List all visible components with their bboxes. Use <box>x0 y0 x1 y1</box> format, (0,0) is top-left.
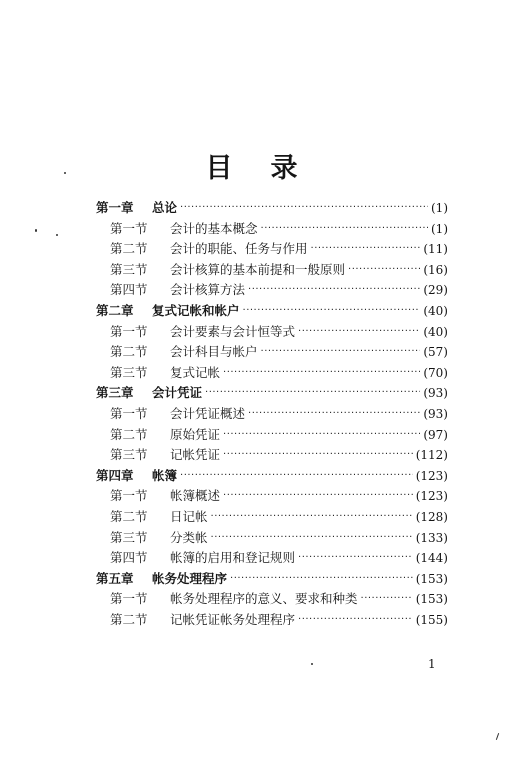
chapter-number: 第二章 <box>96 303 134 318</box>
page-reference: (40) <box>423 324 448 339</box>
leader-dots <box>223 486 413 506</box>
section-title: 会计科目与帐户 <box>170 344 258 360</box>
section-number: 第一节 <box>110 591 148 607</box>
section-number: 第一节 <box>110 488 148 504</box>
section-number: 第三节 <box>110 529 148 545</box>
section-number: 第二节 <box>110 426 148 442</box>
leader-dots <box>230 569 413 589</box>
chapter-title: 复式记帐和帐户 <box>152 303 240 318</box>
title-char-left: 目 <box>205 153 235 184</box>
toc-section-entry <box>110 507 448 527</box>
leader-dots <box>211 507 413 527</box>
page-reference: (123) <box>415 468 448 483</box>
leader-dots <box>180 198 428 218</box>
page-reference: (144) <box>415 551 448 566</box>
section-title: 日记帐 <box>170 509 208 524</box>
toc-section-entry <box>110 219 448 239</box>
toc-chapter-entry <box>96 466 448 486</box>
title-char-right: 录 <box>270 153 300 184</box>
section-number: 第一节 <box>110 220 148 236</box>
page-reference: (70) <box>423 365 448 380</box>
section-title: 记帐凭证帐务处理程序 <box>170 612 296 627</box>
section-number: 第四节 <box>110 282 148 298</box>
toc-section-entry <box>110 425 448 445</box>
toc-chapter-entry <box>96 301 448 321</box>
page-reference: (128) <box>415 510 448 524</box>
section-title: 会计的基本概念 <box>170 220 258 236</box>
page-title <box>0 146 505 185</box>
leader-dots <box>261 342 421 362</box>
leader-dots <box>223 445 413 465</box>
toc-chapter-entry <box>96 383 448 403</box>
leader-dots <box>298 610 413 630</box>
scan-speck <box>56 234 58 236</box>
section-title: 记帐凭证 <box>170 447 221 463</box>
page-reference: (123) <box>415 489 448 504</box>
chapter-number: 第五章 <box>96 570 134 586</box>
toc-section-entry <box>110 342 448 362</box>
page-reference: (93) <box>423 386 448 401</box>
section-title: 会计的职能、任务与作用 <box>170 241 308 257</box>
page-reference: (40) <box>423 304 448 318</box>
page-reference: (1) <box>431 201 448 215</box>
page-reference: (1) <box>431 221 448 236</box>
section-title: 会计凭证概述 <box>170 406 246 421</box>
chapter-number: 第四章 <box>96 467 134 483</box>
section-number: 第二节 <box>110 241 148 257</box>
toc-section-entry <box>110 589 448 609</box>
leader-dots <box>311 239 421 259</box>
toc-section-entry <box>110 322 448 342</box>
chapter-title: 帐簿 <box>152 467 178 483</box>
section-number: 第一节 <box>110 323 148 339</box>
leader-dots <box>243 301 421 321</box>
page-reference: (153) <box>415 571 448 586</box>
leader-dots <box>223 425 420 445</box>
toc-section-entry <box>110 610 448 630</box>
section-number: 第三节 <box>110 447 148 463</box>
leader-dots <box>348 260 420 280</box>
page-reference: (93) <box>423 407 448 421</box>
section-number: 第三节 <box>110 364 148 380</box>
section-title: 会计要素与会计恒等式 <box>170 323 296 339</box>
section-number: 第二节 <box>110 612 148 627</box>
chapter-number: 第一章 <box>96 200 134 215</box>
section-title: 会计核算方法 <box>170 282 246 298</box>
page-reference: (112) <box>415 448 448 463</box>
page-reference: (97) <box>423 427 448 442</box>
section-title: 分类帐 <box>170 529 208 545</box>
toc-section-entry <box>110 486 448 506</box>
section-number: 第一节 <box>110 406 148 421</box>
section-number: 第二节 <box>110 509 148 524</box>
chapter-title: 帐务处理程序 <box>152 570 228 586</box>
toc-section-entry <box>110 445 448 465</box>
page-reference: (153) <box>415 592 448 607</box>
section-title: 复式记帐 <box>170 364 221 380</box>
section-title: 会计核算的基本前提和一般原则 <box>170 261 346 277</box>
page-reference: (133) <box>415 530 448 545</box>
chapter-number: 第三章 <box>96 385 134 401</box>
page-reference: (16) <box>423 262 448 277</box>
leader-dots <box>180 466 413 486</box>
page-number: 1 <box>428 657 436 671</box>
leader-dots <box>211 528 413 548</box>
page-reference: (29) <box>423 283 448 298</box>
toc-section-entry <box>110 260 448 280</box>
section-number: 第四节 <box>110 550 148 566</box>
scan-speck <box>64 172 66 174</box>
toc-section-entry <box>110 239 448 259</box>
section-number: 第三节 <box>110 261 148 277</box>
toc-section-entry <box>110 280 448 300</box>
section-title: 原始凭证 <box>170 426 221 442</box>
toc-section-entry <box>110 548 448 568</box>
section-title: 帐簿概述 <box>170 488 221 504</box>
page-reference: (11) <box>423 242 448 257</box>
leader-dots <box>361 589 413 609</box>
toc-chapter-entry <box>96 198 448 218</box>
toc-section-entry <box>110 363 448 383</box>
scan-speck <box>496 733 499 740</box>
page-reference: (155) <box>415 613 448 627</box>
leader-dots <box>298 548 413 568</box>
section-title: 帐簿的启用和登记规则 <box>170 550 296 566</box>
leader-dots <box>261 219 428 239</box>
leader-dots <box>298 322 420 342</box>
chapter-title: 总论 <box>152 200 178 215</box>
toc-section-entry <box>110 404 448 424</box>
section-title: 帐务处理程序的意义、要求和种类 <box>170 591 358 607</box>
leader-dots <box>248 280 420 300</box>
leader-dots <box>205 383 420 403</box>
scan-speck <box>35 229 37 232</box>
toc-section-entry <box>110 528 448 548</box>
page-reference: (57) <box>423 345 448 360</box>
toc-chapter-entry <box>96 569 448 589</box>
section-number: 第二节 <box>110 344 148 360</box>
chapter-title: 会计凭证 <box>152 385 203 401</box>
leader-dots <box>223 363 420 383</box>
leader-dots <box>248 404 420 424</box>
scan-speck <box>311 663 313 665</box>
